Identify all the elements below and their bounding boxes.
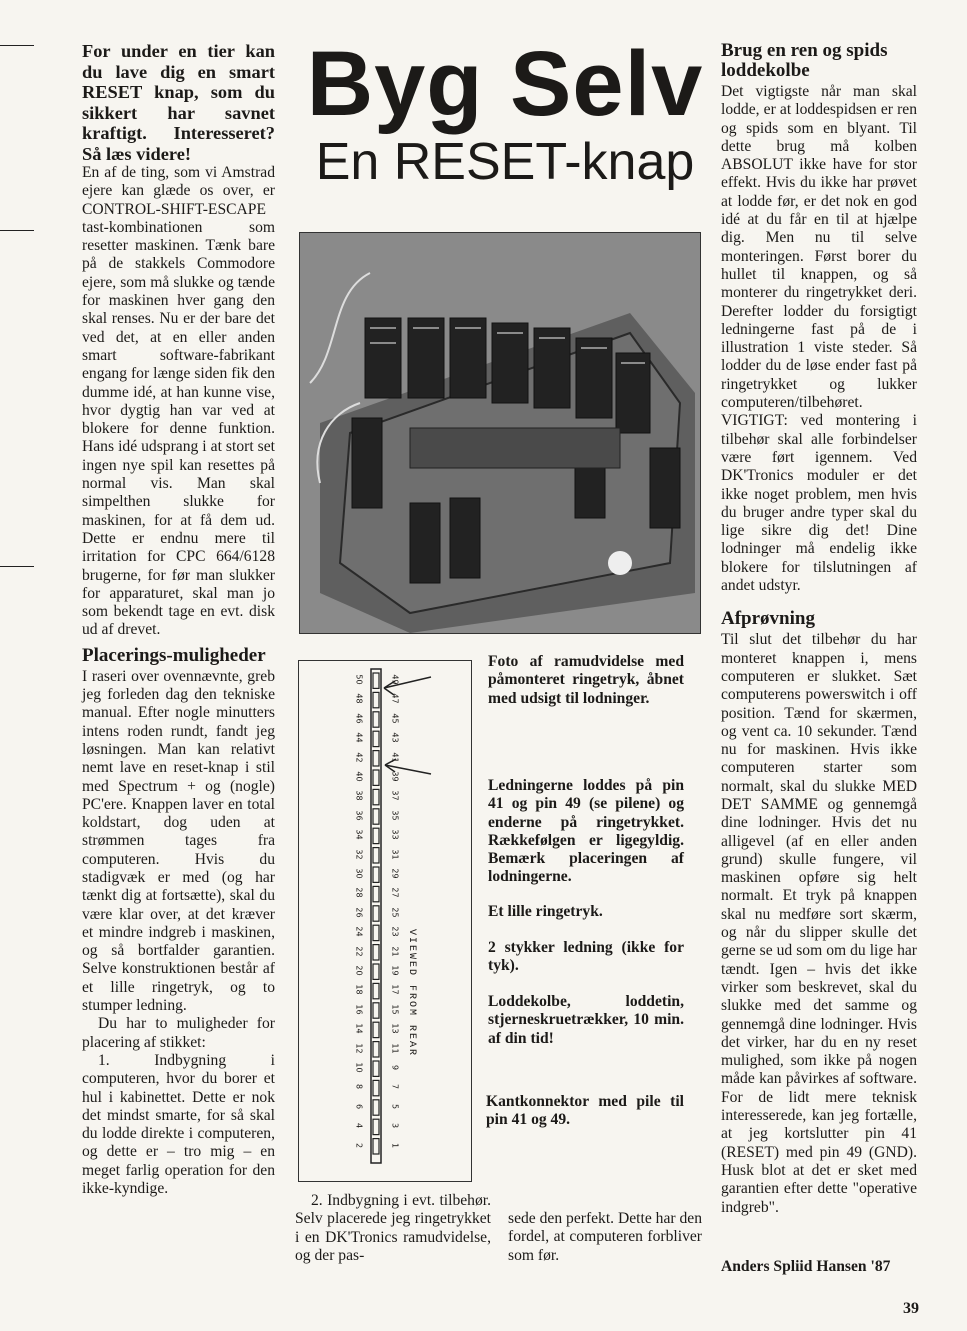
- paragraph: Til slut det tilbehør du har monteret knappen i, mens computeren er slukket. Sæt computerens powerswitch i off position. Tænd for skærmen, og vent ca. 10 sekunder. Tænd nu for maskinen. Hvis ikke computeren starter som normalt, skal du slukke MED DET SAMME og gennemgå dine lodninger. Hvis det nu alligevel (af en eller anden grund) skulle fungere, vil maskinen opføre sig helt normalt. Et tryk på knappen skal nu medføre sort skærm, og når du slipper skulle det gerne se ud som om du lige har tændt. Igen – hvis det ikke virker som beskrevet, skal du slukke med det samme og gennemgå dine lodninger. Hvis det virker, har du en ny reset mulighed, som ikke på nogen måde kan påvirkes af software. For de lidt mere teknisk interesserede, kan jeg fortælle, at jeg kortslutter pin 41 (RESET) med pin 49 (GND). Husk blot at det er sket med garantien efter dette "operative indgreb".: [721, 631, 917, 1216]
- margin-rule: [0, 566, 34, 567]
- paragraph: 1. Indbygning i computeren, hvor du borer et hul i kabinettet. Dette er nok det mindst smarte, for så skal du lodde direkte i computeren, og dette er – tro mig – en meget farlig operation for den ikke-kyndige.: [82, 1051, 275, 1198]
- pin-number: 1: [390, 1142, 400, 1148]
- pin-number: 34: [354, 829, 364, 840]
- pin-number: 27: [390, 887, 400, 898]
- pin-number: 19: [390, 965, 400, 976]
- pin-number: 46: [354, 713, 364, 724]
- pin-number: 2: [354, 1142, 364, 1148]
- circuit-board-photo: [299, 232, 701, 634]
- pin-number: 16: [354, 1004, 364, 1015]
- connector-contact: [373, 945, 379, 960]
- intro-text: For under en tier kan du lave dig en smart RESET knap, som du sikkert har savnet kraftigt. Interesseret? Så læs videre!: [82, 41, 275, 164]
- pin-number: 23: [390, 926, 400, 937]
- paragraph: 2. Indbygning i evt. tilbehør. Selv placerede jeg ringetrykket i en DK'Tronics ramudvidelse, og der pas-: [295, 1192, 491, 1264]
- connector-contact: [373, 751, 379, 766]
- pin-number: 9: [390, 1064, 400, 1071]
- connector-contact: [373, 692, 379, 707]
- paragraph: I raseri over ovennævnte, greb jeg forleden dag den tekniske manual. Efter nogle minutters intens roden rundt, fandt jeg løsningen. Man kan relativt nemt lave en reset-knap i stil med Spectrum + og (nogle) PC'ere. Knappen laver en total koldstart, dog uden at strømmen tages fra computeren. Hvis du stadigvæk er med (og har tænkt dig at fortsætte), skal du være klar over, at det kræver et mindre indgreb i maskinen, og så bortfalder garantien. Selve konstruktionen består af et lille ringetryk, og to stumper ledning.: [82, 667, 275, 1015]
- pin-number: 10: [354, 1062, 364, 1073]
- connector-contact: [373, 906, 379, 921]
- margin-rule: [0, 230, 34, 231]
- pin-number: 11: [390, 1043, 400, 1054]
- pin-number: 26: [354, 907, 364, 918]
- paragraph: Det vigtigste når man skal lodde, er at loddespidsen er ren og spids som en blyant. Til dette brug må kolben ABSOLUT ikke have for stor effekt. Hvis du ikke har prøvet at lodde før, er det nok en god idé at du får en til at hjælpe dig. Men nu til selve monteringen. Først borer du hullet til knappen, og så monterer du ringetrykket deri. Derefter lodder du forsigtigt ledningerne fast på de i illustration 1 viste steder. Så lodder du de løse ender fast på ringetrykket og lukker computeren/tilbehøret.: [721, 83, 917, 412]
- middle-paragraph-continued: [508, 1210, 702, 1265]
- pin-number: 48: [354, 693, 364, 704]
- connector-contact: [373, 1022, 379, 1037]
- paragraph: En af de ting, som vi Amstrad ejere kan glæde os over, er CONTROL-SHIFT-ESCAPE tast-kombinationen som resetter maskinen. Tænk bare på de stakkels Commodore ejere, som må slukke og tænde for maskinen hver gang den skal renses. Nu er der bare det ved det, at en eller anden smart software-fabrikant engang for længe siden fik den dumme idé, at han kunne vise, hvor dygtig han var ved at blokere for denne funktion. Hans idé udsprang i at stort set ingen nye spil kan resettes på normal vis. Man skal simpelthen slukke for maskinen, for at få dem ud. Dette er endnu mere til irritation for CPC 664/6128 brugerne, for før man slukker for apparaturet, skal man jo som bekendt tage en evt. disk ud af drevet.: [82, 164, 275, 639]
- pin-number: 37: [390, 790, 400, 801]
- pin-number: 28: [354, 887, 364, 898]
- pin-number: 36: [354, 810, 364, 821]
- connector-contact: [373, 673, 379, 688]
- connector-contact: [373, 828, 379, 843]
- pin-number: 44: [354, 732, 364, 743]
- paragraph: Du har to muligheder for placering af stikket:: [82, 1015, 275, 1051]
- connector-contact: [373, 731, 379, 746]
- connector-contact: [373, 1119, 379, 1134]
- pin-number: 25: [390, 907, 400, 918]
- connector-contact: [373, 1100, 379, 1115]
- page-number: 39: [903, 1300, 919, 1317]
- photo-caption: Foto af ramudvidelse med påmonteret ringetryk, åbnet med udsigt til lodninger.: [488, 653, 684, 707]
- middle-paragraph: [295, 1192, 491, 1265]
- connector-contact: [373, 712, 379, 727]
- connector-contact: [373, 789, 379, 804]
- paragraph: VIGTIGT: ved montering i tilbehør skal alle forbindelser være ført igennem. Ved DK'Tronics moduler er det ikke noget problem, men hvis du bruger andre typer skal du lige sikre dig det! Dine lodninger må endelig ikke blokere for tilslutningen af andet udstyr.: [721, 412, 917, 595]
- connector-contact: [373, 964, 379, 979]
- pin-number: 22: [354, 946, 364, 957]
- left-column: [82, 41, 275, 1198]
- connector-contact: [373, 925, 379, 940]
- connector-contact: [373, 809, 379, 824]
- section-heading: Brug en ren og spids loddekolbe: [721, 40, 888, 81]
- pin-number: 45: [390, 713, 400, 724]
- pin-number: 47: [390, 693, 400, 704]
- pin-number: 31: [390, 849, 400, 860]
- pin-number: 21: [390, 946, 400, 957]
- pin-number: 18: [354, 984, 364, 995]
- pin-number: 14: [354, 1023, 364, 1034]
- pin-number: 20: [354, 965, 364, 976]
- pin-number: 15: [390, 1004, 400, 1015]
- paragraph: sede den perfekt. Dette har den fordel, at computeren forbliver som før.: [508, 1210, 702, 1264]
- pin-number: 3: [390, 1123, 400, 1129]
- section-heading: Placerings-muligheder: [82, 644, 266, 666]
- connector-contact: [373, 848, 379, 863]
- pin-number: 4: [354, 1123, 364, 1129]
- connector-contact: [373, 886, 379, 901]
- pin-number: 8: [354, 1084, 364, 1090]
- pin-number: 42: [354, 752, 364, 763]
- pin-number: 41: [390, 752, 400, 763]
- pin-number: 12: [354, 1043, 364, 1054]
- right-column: [721, 41, 917, 1217]
- pin-number: 40: [354, 771, 364, 782]
- instructions-caption: Ledningerne loddes på pin 41 og pin 49 (se pilene) og enderne på ringetrykket. Rækkefølgen er ligegyldig. Bemærk placeringen af lodningerne.: [488, 777, 684, 886]
- margin-rule: [0, 45, 34, 46]
- parts-item: 2 stykker ledning (ikke for tyk).: [488, 939, 684, 975]
- pin-number: 24: [354, 926, 364, 937]
- diagram-caption: Kantkonnektor med pile til pin 41 og 49.: [486, 1093, 684, 1129]
- pin-number: 6: [354, 1103, 364, 1109]
- section-heading: Afprøvning: [721, 608, 815, 630]
- title-main: Byg Selv: [306, 33, 704, 135]
- article-title: [300, 33, 710, 191]
- connector-contact: [373, 867, 379, 882]
- pin-number: 13: [390, 1023, 400, 1034]
- parts-item: Et lille ringetryk.: [488, 903, 603, 920]
- title-sub: En RESET-knap: [315, 133, 695, 191]
- connector-contact: [373, 1139, 379, 1154]
- connector-contact: [373, 770, 379, 785]
- pin-number: 17: [390, 984, 400, 995]
- connector-contact: [373, 1042, 379, 1057]
- connector-contact: [373, 1080, 379, 1095]
- pin-number: 7: [390, 1084, 400, 1090]
- edge-connector-diagram: [298, 660, 472, 1182]
- connector-contact: [373, 983, 379, 998]
- pin-number: 43: [390, 732, 400, 743]
- connector-contact: [373, 1003, 379, 1018]
- pin-number: 32: [354, 849, 364, 860]
- pin-number: 38: [354, 790, 364, 801]
- pin-number: 50: [354, 674, 364, 685]
- connector-contact: [373, 1061, 379, 1076]
- diagram-label: VIEWED FROM REAR: [406, 929, 417, 1058]
- author-byline: Anders Spliid Hansen '87: [721, 1258, 891, 1275]
- pin-number: 49: [390, 674, 400, 685]
- pin-number: 29: [390, 868, 400, 879]
- pin-number: 35: [390, 810, 400, 821]
- pin-number: 5: [390, 1103, 400, 1109]
- parts-item: Loddekolbe, loddetin, stjerneskruetrækker, 10 min. af din tid!: [488, 993, 684, 1047]
- pin-number: 30: [354, 868, 364, 879]
- pin-number: 39: [390, 771, 400, 782]
- pin-number: 33: [390, 829, 400, 840]
